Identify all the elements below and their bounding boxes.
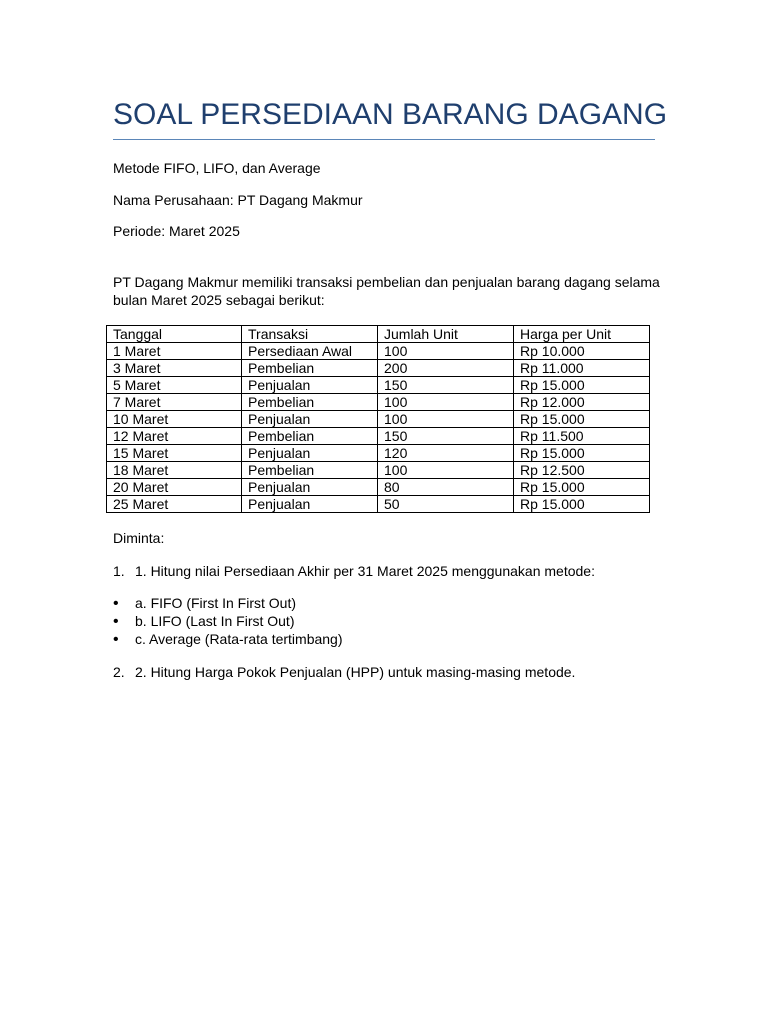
table-cell: 15 Maret	[107, 445, 242, 462]
question-2	[113, 663, 575, 681]
question-1-text: 1. Hitung nilai Persediaan Akhir per 31 Maret 2025 menggunakan metode:	[135, 563, 595, 579]
bullet-icon: •	[113, 595, 119, 612]
bullet-icon: •	[113, 631, 119, 648]
company-line: Nama Perusahaan: PT Dagang Makmur	[113, 192, 363, 208]
table-cell: 100	[378, 462, 514, 479]
table-cell: Rp 15.000	[514, 479, 650, 496]
bullet-text: c. Average (Rata-rata tertimbang)	[135, 631, 343, 647]
table-cell: Penjualan	[242, 445, 378, 462]
table-cell: Persediaan Awal	[242, 343, 378, 360]
table-header-row	[107, 326, 650, 343]
transactions-table	[106, 325, 650, 513]
header-cell: Tanggal	[107, 326, 242, 343]
list-item	[113, 630, 343, 648]
intro-paragraph	[113, 273, 673, 309]
header-cell: Jumlah Unit	[378, 326, 514, 343]
table-row	[107, 394, 650, 411]
table-cell: Penjualan	[242, 496, 378, 513]
table-cell: 1 Maret	[107, 343, 242, 360]
table-cell: Pembelian	[242, 462, 378, 479]
table-cell: 18 Maret	[107, 462, 242, 479]
table-row	[107, 445, 650, 462]
table-cell: Rp 15.000	[514, 377, 650, 394]
table-cell: 10 Maret	[107, 411, 242, 428]
table-cell: Rp 12.500	[514, 462, 650, 479]
table-row	[107, 479, 650, 496]
table-cell: Rp 15.000	[514, 411, 650, 428]
table-cell: Rp 10.000	[514, 343, 650, 360]
intro-line: PT Dagang Makmur memiliki transaksi pembelian dan penjualan barang dagang selama	[113, 274, 660, 290]
header-cell: Transaksi	[242, 326, 378, 343]
table-cell: 150	[378, 377, 514, 394]
table-cell: Penjualan	[242, 411, 378, 428]
table-cell: 120	[378, 445, 514, 462]
table-cell: 20 Maret	[107, 479, 242, 496]
table-cell: 100	[378, 394, 514, 411]
table-row	[107, 360, 650, 377]
list-number-marker: 2.	[113, 664, 125, 680]
table-cell: Rp 11.500	[514, 428, 650, 445]
table-cell: Rp 15.000	[514, 445, 650, 462]
question-2-text: 2. Hitung Harga Pokok Penjualan (HPP) untuk masing-masing metode.	[135, 664, 576, 680]
list-item	[113, 612, 343, 630]
title-underline-divider	[113, 139, 655, 140]
list-item	[113, 594, 343, 612]
intro-line: bulan Maret 2025 sebagai berikut:	[113, 292, 325, 308]
table-cell: Pembelian	[242, 360, 378, 377]
table-cell: 12 Maret	[107, 428, 242, 445]
table-cell: 100	[378, 411, 514, 428]
bullet-icon: •	[113, 613, 119, 630]
table-row	[107, 343, 650, 360]
bullet-text: b. LIFO (Last In First Out)	[135, 613, 295, 629]
table-cell: 3 Maret	[107, 360, 242, 377]
table-row	[107, 462, 650, 479]
table-cell: 5 Maret	[107, 377, 242, 394]
table-cell: Pembelian	[242, 428, 378, 445]
period-line: Periode: Maret 2025	[113, 223, 240, 239]
table-cell: 200	[378, 360, 514, 377]
table-cell: Penjualan	[242, 377, 378, 394]
list-number-marker: 1.	[113, 563, 125, 579]
table-cell: 150	[378, 428, 514, 445]
table-row	[107, 428, 650, 445]
method-bullet-list	[113, 594, 343, 648]
table-row	[107, 411, 650, 428]
table-cell: Penjualan	[242, 479, 378, 496]
header-cell: Harga per Unit	[514, 326, 650, 343]
bullet-text: a. FIFO (First In First Out)	[135, 595, 296, 611]
table-row	[107, 496, 650, 513]
table-cell: Rp 15.000	[514, 496, 650, 513]
method-line: Metode FIFO, LIFO, dan Average	[113, 160, 321, 176]
table-cell: 50	[378, 496, 514, 513]
table-cell: Rp 11.000	[514, 360, 650, 377]
table-cell: 7 Maret	[107, 394, 242, 411]
table-cell: Rp 12.000	[514, 394, 650, 411]
table-cell: 80	[378, 479, 514, 496]
question-1	[113, 562, 595, 580]
table-row	[107, 377, 650, 394]
questions-intro: Diminta:	[113, 530, 165, 546]
table-cell: 100	[378, 343, 514, 360]
table-cell: Pembelian	[242, 394, 378, 411]
table-cell: 25 Maret	[107, 496, 242, 513]
document-title: SOAL PERSEDIAAN BARANG DAGANG	[113, 98, 668, 131]
